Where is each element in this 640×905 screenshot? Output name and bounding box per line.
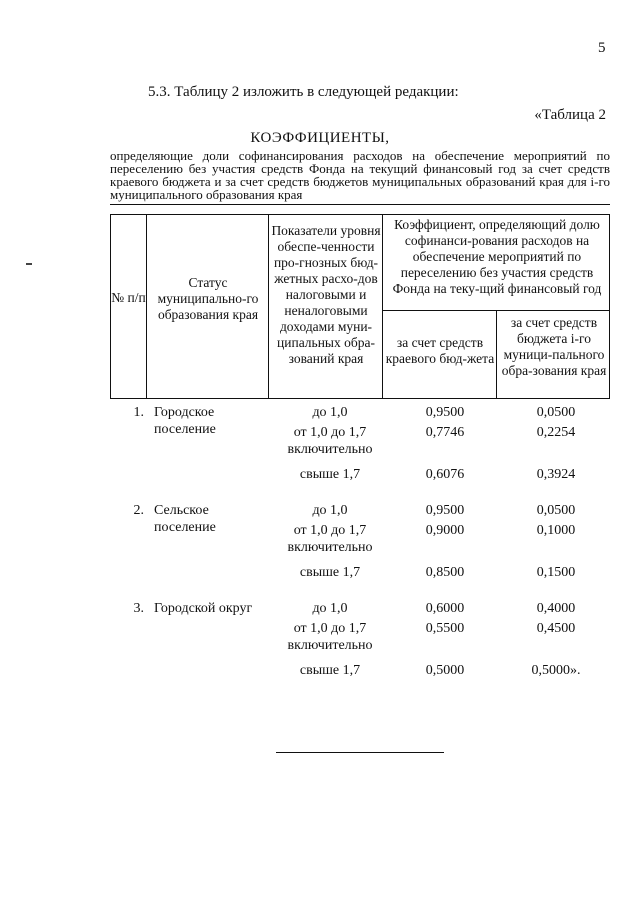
row-coef-municipal: 0,1000 xyxy=(536,523,576,538)
table-header xyxy=(110,214,610,399)
row-coef-municipal: 0,0500 xyxy=(536,405,576,420)
row-coef-municipal: 0,2254 xyxy=(536,425,576,440)
row-coef-regional: 0,6076 xyxy=(425,467,465,482)
header-indicator: Показатели уровня обеспе-ченности про-гнозных бюд-жетных расхо-дов налоговыми и неналоговыми доходами муни-ципальных обра-зований края xyxy=(271,223,381,366)
footer-rule xyxy=(276,752,444,753)
header-coefficient: Коэффициент, определяющий долю софинанси-рования расходов на обеспечение мероприятий по переселению без участия средств Фонда на теку-щий финансовый год xyxy=(392,217,602,296)
row-coef-municipal: 0,4000 xyxy=(536,601,576,616)
header-divider xyxy=(496,310,497,398)
row-coef-regional: 0,6000 xyxy=(425,601,465,616)
row-coef-regional: 0,5000 xyxy=(425,663,465,678)
header-num: № п/п xyxy=(111,290,146,305)
header-coef-regional: за счет средств краевого бюд-жета xyxy=(385,335,495,366)
row-coef-regional: 0,5500 xyxy=(425,621,465,636)
row-range: от 1,0 до 1,7 включительно xyxy=(287,523,373,555)
row-coef-municipal: 0,3924 xyxy=(536,467,576,482)
header-status: Статус муниципально-го образования края xyxy=(157,275,259,322)
coefficients-table xyxy=(110,214,610,678)
row-number: 3. xyxy=(133,601,144,616)
row-coef-regional: 0,9500 xyxy=(425,405,465,420)
document-title: КОЭФФИЦИЕНТЫ, xyxy=(250,130,390,146)
header-coef-municipal: за счет средств бюджета i-го муници-пального обра-зования края xyxy=(501,315,607,378)
row-coef-regional: 0,9000 xyxy=(425,523,465,538)
row-coef-regional: 0,9500 xyxy=(425,503,465,518)
row-range: от 1,0 до 1,7 включительно xyxy=(287,621,373,653)
row-status: Сельское поселение xyxy=(154,503,216,535)
row-coef-municipal: 0,0500 xyxy=(536,503,576,518)
header-divider xyxy=(268,215,269,398)
row-number: 1. xyxy=(133,405,144,420)
header-divider xyxy=(382,310,610,311)
instruction-text: 5.3. Таблицу 2 изложить в следующей редакции: xyxy=(148,84,459,100)
row-status: Городской округ xyxy=(154,601,253,616)
row-range: свыше 1,7 xyxy=(299,467,361,482)
row-coef-municipal: 0,5000». xyxy=(531,663,581,678)
row-range: свыше 1,7 xyxy=(299,565,361,580)
header-divider xyxy=(146,215,147,398)
row-coef-municipal: 0,4500 xyxy=(536,621,576,636)
table-label: «Таблица 2 xyxy=(534,107,606,123)
row-status: Городское поселение xyxy=(154,405,216,437)
row-coef-municipal: 0,1500 xyxy=(536,565,576,580)
row-coef-regional: 0,7746 xyxy=(425,425,465,440)
subtitle-underline xyxy=(110,204,610,205)
header-divider xyxy=(382,215,383,398)
row-range: до 1,0 xyxy=(312,503,348,518)
row-coef-regional: 0,8500 xyxy=(425,565,465,580)
row-range: до 1,0 xyxy=(312,601,348,616)
row-number: 2. xyxy=(133,503,144,518)
row-range: свыше 1,7 xyxy=(299,663,361,678)
margin-mark xyxy=(26,263,32,265)
document-subtitle: определяющие доли софинансирования расходов на обеспечение мероприятий по переселению без участия средств Фонда на текущий финансовый год за счет средств краевого бюджета и за счет средств бюджетов муниципальных образований края для i-го муниципального образования края xyxy=(110,148,610,202)
row-range: до 1,0 xyxy=(312,405,348,420)
page-number: 5 xyxy=(598,40,606,56)
row-range: от 1,0 до 1,7 включительно xyxy=(287,425,373,457)
